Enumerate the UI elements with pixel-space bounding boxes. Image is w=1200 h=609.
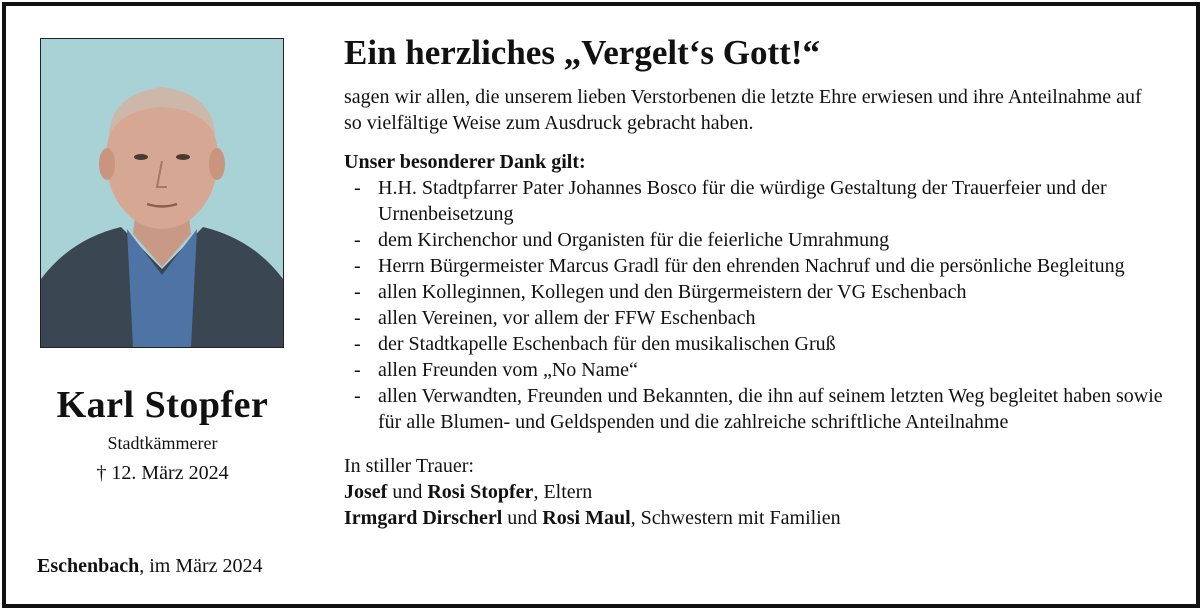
thanks-list — [354, 175, 1164, 435]
thanks-heading: Unser besonderer Dank gilt: — [344, 151, 586, 173]
mourners-line-parents: Josef und Rosi Stopfer, Eltern — [344, 481, 593, 503]
thanks-item: - allen Kolleginnen, Kollegen und den Bürgermeistern der VG Eschenbach — [354, 281, 967, 303]
thanks-item: - allen Vereinen, vor allem der FFW Eschenbach — [354, 307, 756, 329]
place-name: Eschenbach — [37, 555, 140, 577]
thanks-item: - allen Freunden vom „No Name“ — [354, 359, 638, 381]
main-text — [344, 32, 1164, 531]
place-date-line — [37, 555, 263, 578]
thanks-item: - allen Verwandten, Freunden und Bekannten, die ihn auf seinem letzten Weg begleitet haben sowie für alle Blumen- und Geldspenden und die zahlreiche schriftliche Anteilnahme — [354, 385, 1163, 433]
mourning-intro: In stiller Trauer: — [344, 455, 474, 477]
thanks-item: - H.H. Stadtpfarrer Pater Johannes Bosco für die würdige Gestaltung der Trauerfeier und der Urnenbeisetzung — [354, 177, 1107, 225]
intro-text: sagen wir allen, die unserem lieben Verstorbenen die letzte Ehre erwiesen und ihre Anteilnahme auf so vielfältige Weise zum Ausdruck gebracht haben. — [344, 86, 1142, 134]
mourners-block — [344, 453, 1164, 531]
headline: Ein herzliches „Vergelt‘s Gott!“ — [344, 33, 820, 72]
deceased-role: Stadtkämmerer — [107, 433, 218, 453]
death-date: † 12. März 2024 — [96, 462, 229, 484]
thanks-item: - der Stadtkapelle Eschenbach für den musikalischen Gruß — [354, 333, 836, 355]
thanks-item: - Herrn Bürgermeister Marcus Gradl für den ehrenden Nachruf und die persönliche Begleitung — [354, 255, 1125, 277]
deceased-name: Karl Stopfer — [56, 384, 269, 426]
thanks-item: - dem Kirchenchor und Organisten für die feierliche Umrahmung — [354, 229, 890, 251]
portrait-photo — [40, 38, 284, 348]
mourners-line-sisters: Irmgard Dirscherl und Rosi Maul, Schwestern mit Familien — [344, 507, 841, 529]
place-date: , im März 2024 — [139, 555, 263, 577]
